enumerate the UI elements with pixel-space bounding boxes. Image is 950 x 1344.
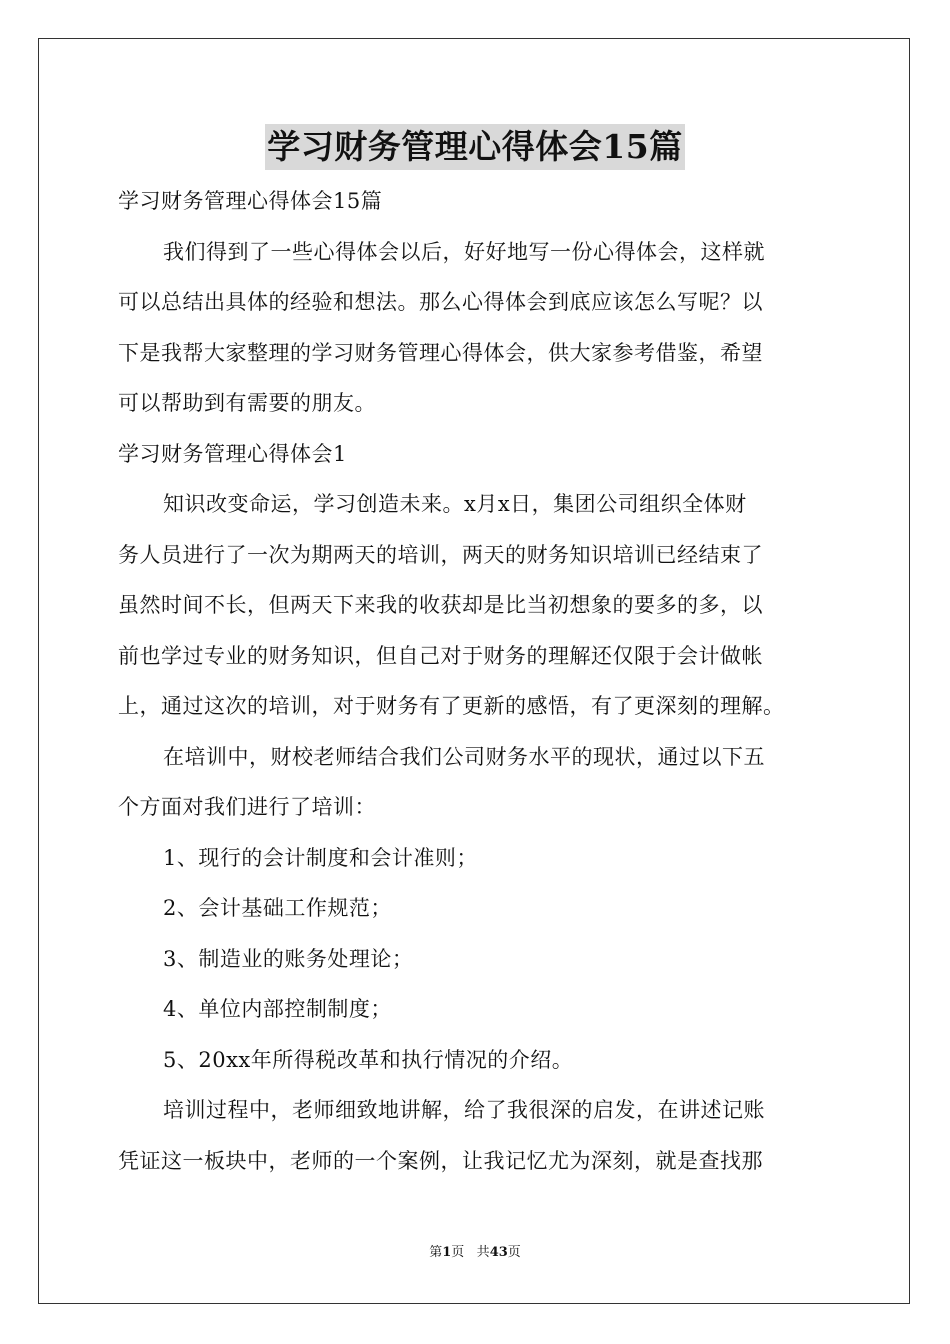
text-line: 可以总结出具体的经验和想法。那么心得体会到底应该怎么写呢？以 — [118, 290, 763, 314]
text-line: 培训过程中，老师细致地讲解，给了我很深的启发，在讲述记账 — [163, 1098, 765, 1122]
page-suffix: 页 — [451, 1245, 465, 1260]
document-title: 学习财务管理心得体会15篇 — [265, 124, 684, 170]
text-line: 知识改变命运，学习创造未来。x月x日，集团公司组织全体财 — [163, 492, 747, 516]
text-line: 凭证这一板块中，老师的一个案例，让我记忆尤为深刻，就是查找那 — [118, 1148, 763, 1173]
text-line: 学习财务管理心得体会1 — [118, 441, 347, 466]
text-line: 5、20xx年所得税改革和执行情况的介绍。 — [163, 1047, 574, 1072]
text-line: 虽然时间不长，但两天下来我的收获却是比当初想象的要多的多，以 — [118, 593, 763, 617]
text-line: 1、现行的会计制度和会计准则； — [163, 845, 478, 870]
text-line: 个方面对我们进行了培训： — [118, 795, 376, 819]
text-line: 我们得到了一些心得体会以后，好好地写一份心得体会，这样就 — [163, 239, 765, 264]
page-prefix: 第 — [429, 1245, 443, 1260]
text-line: 学习财务管理心得体会15篇 — [118, 189, 383, 213]
text-line: 3、制造业的账务处理论； — [163, 946, 414, 971]
text-line: 下是我帮大家整理的学习财务管理心得体会，供大家参考借鉴，希望 — [118, 340, 763, 365]
text-line: 上，通过这次的培训，对于财务有了更新的感悟，有了更深刻的理解。 — [118, 694, 785, 718]
text-line: 务人员进行了一次为期两天的培训，两天的财务知识培训已经结束了 — [118, 542, 763, 567]
page-number: 1 — [442, 1245, 452, 1260]
text-line: 可以帮助到有需要的朋友。 — [118, 391, 376, 415]
title-container — [0, 124, 950, 170]
text-line: 前也学过专业的财务知识，但自己对于财务的理解还仅限于会计做帐 — [118, 643, 763, 668]
total-pages: 43 — [489, 1245, 508, 1260]
total-suffix: 页 — [507, 1245, 521, 1260]
text-line: 2、会计基础工作规范； — [163, 896, 392, 920]
document-body — [118, 176, 838, 1186]
page-footer — [0, 1244, 950, 1262]
text-line: 在培训中，财校老师结合我们公司财务水平的现状，通过以下五 — [163, 744, 765, 769]
total-prefix: 共 — [476, 1245, 490, 1260]
text-line: 4、单位内部控制制度； — [163, 997, 392, 1021]
